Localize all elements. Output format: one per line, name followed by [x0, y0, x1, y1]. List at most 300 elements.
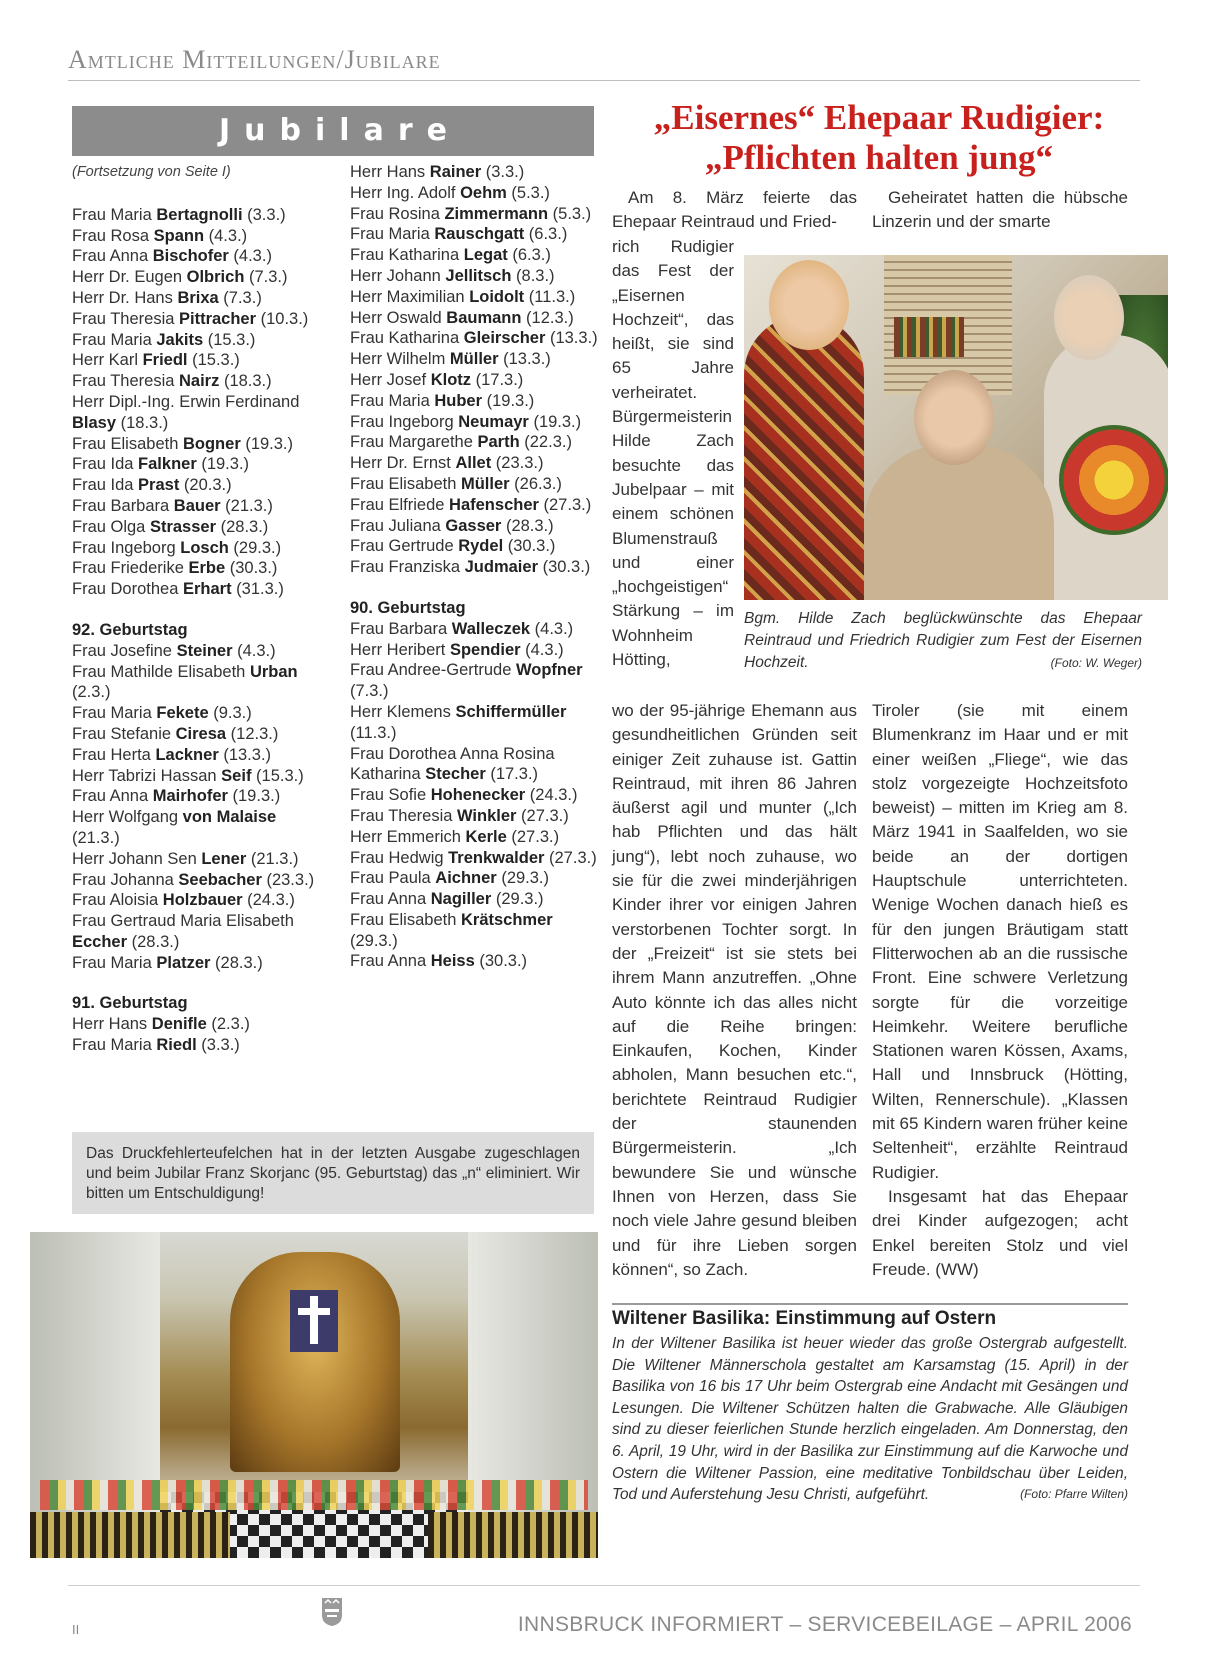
photo-woman-left — [744, 315, 864, 600]
jubilar-date: (15.3.) — [251, 766, 304, 785]
jubilar-entry — [350, 536, 600, 557]
jubilar-date: (28.3.) — [501, 516, 554, 535]
jubilar-prefix: Herr Hans — [350, 163, 430, 181]
jubilar-surname: Parth — [477, 433, 520, 452]
jubilar-prefix: Frau Maria — [72, 330, 157, 349]
jubilar-prefix: Frau Ingeborg — [350, 412, 459, 431]
jubilar-date: (10.3.) — [256, 309, 309, 328]
jubilar-entry — [72, 911, 322, 953]
jubilar-surname: Müller — [449, 350, 499, 369]
jubilar-surname: Urban — [249, 662, 298, 681]
jubilar-surname: Jakits — [156, 330, 204, 349]
jubilar-prefix: Herr Karl — [72, 351, 143, 370]
jubilar-surname: Eccher — [72, 932, 128, 951]
jubilar-entry — [350, 868, 600, 889]
jubilar-surname: Baumann — [446, 308, 522, 327]
jubilar-surname: Seif — [221, 766, 252, 785]
jubilar-surname: Hohenecker — [430, 786, 526, 805]
jubilar-entry — [72, 558, 322, 579]
jubilar-date: (29.3.) — [491, 890, 544, 909]
jubilar-date: (30.3.) — [538, 558, 591, 577]
jubilar-prefix: Frau Barbara — [72, 496, 174, 515]
section-heading-90: 90. Geburtstag — [350, 598, 466, 617]
jubilar-prefix: Herr Dr. Hans — [72, 288, 178, 307]
jubilar-entry — [350, 204, 600, 225]
jubilare-list-mid — [350, 162, 600, 578]
cross-icon — [290, 1290, 338, 1352]
jubilar-entry — [350, 848, 600, 869]
jubilare-middle-column — [350, 162, 600, 972]
jubilar-prefix: Herr Wolfgang — [72, 808, 183, 827]
jubilar-surname: Gleirscher — [463, 329, 546, 348]
jubilar-surname: Wopfner — [516, 661, 583, 680]
jubilar-prefix: Frau Paula — [350, 869, 436, 888]
jubilar-date: (7.3.) — [244, 268, 288, 287]
jubilar-date: (18.3.) — [219, 372, 272, 391]
basilika-text: In der Wiltener Basilika ist heuer wieder das große Ostergrab aufgestellt. Die Wiltener Männerschola gestaltet am Karsamstag (15. April) in der Basilika von 16 bis 17 Uhr beim Ostergrab eine Andacht mit Gesängen und Lesungen. Die Wiltener Schützen halten die Grabwache. Alle Gläubigen sind zu dieser feierlichen Stunde herzlich eingeladen. Am Donnerstag, den 6. April, 19 Uhr, wird in der Basilika zur Einstimmung auf die Karwoche und Ostern die Wiltener Passion, eine meditative Tonbildschau über Leiden, Tod und Auferstehung Jesu Christi, aufgeführt. — [612, 1335, 1128, 1504]
jubilar-date: (6.3.) — [524, 225, 568, 244]
jubilar-prefix: Herr Wilhelm — [350, 350, 450, 369]
jubilar-entry — [72, 1014, 322, 1035]
jubilar-prefix: Frau Theresia — [72, 309, 179, 328]
jubilar-date: (30.3.) — [225, 559, 278, 578]
jubilar-prefix: Frau Josefine — [72, 641, 177, 660]
jubilar-prefix: Frau Ida — [72, 455, 139, 474]
basilika-title: Wiltener Basilika: Einstimmung auf Ostern — [612, 1308, 997, 1329]
jubilar-prefix: Herr Maximilian — [350, 287, 470, 306]
jubilar-prefix: Frau Maria — [350, 391, 435, 410]
article-intro-col1: Am 8. März feierte das Ehepaar Reintraud und Fried- — [612, 188, 857, 232]
jubilar-entry — [72, 766, 322, 787]
jubilar-prefix: Frau Maria — [350, 225, 435, 244]
jubilar-entry — [350, 806, 600, 827]
article-narrow-text: rich Rudigier das Fest der „Eisernen Hochzeit“, das heißt, sie sind 65 Jahre verheiratet. Bürgermeisterin Hilde Zach besuchte das Jubelpaar – mit einem schönen Blumenstrauß und einer „hochgeistigen“ Stärkung – im Wohnheim Hötting, — [612, 237, 734, 670]
jubilar-entry — [72, 496, 322, 517]
jubilar-entry — [72, 330, 322, 351]
jubilar-prefix: Herr Klemens — [350, 702, 456, 721]
jubilar-entry — [350, 162, 600, 183]
jubilar-entry — [72, 662, 322, 704]
jubilar-date: (28.3.) — [210, 953, 263, 972]
jubilar-date: (22.3.) — [519, 433, 572, 452]
jubilar-entry — [350, 224, 600, 245]
jubilar-prefix: Frau Rosa — [72, 226, 154, 245]
jubilar-prefix: Frau Theresia — [72, 372, 179, 391]
jubilar-prefix: Frau Maria — [72, 205, 157, 224]
jubilar-date: (18.3.) — [116, 413, 169, 432]
jubilar-surname: Schiffermüller — [455, 702, 567, 721]
jubilar-date: (27.3.) — [538, 495, 592, 514]
jubilar-entry — [72, 538, 322, 559]
jubilar-date: (26.3.) — [509, 474, 562, 493]
jubilar-prefix: Frau Aloisia — [72, 891, 163, 910]
jubilar-prefix: Frau Dorothea Anna Rosina Katharina — [350, 744, 555, 784]
jubilare-left-column — [72, 162, 322, 1056]
article-divider — [612, 1303, 1128, 1305]
jubilar-entry — [72, 434, 322, 455]
jubilar-prefix: Herr Johann Sen — [72, 849, 202, 868]
jubilar-date: (5.3.) — [506, 183, 550, 202]
caption-text: Bgm. Hilde Zach beglückwünschte das Ehepaar Reintraud und Friedrich Rudigier zum Fest der Eisernen Hochzeit. — [744, 610, 1142, 671]
jubilar-date: (7.3.) — [218, 288, 262, 307]
jubilar-surname: Lener — [201, 849, 247, 868]
jubilar-date: (31.3.) — [231, 580, 284, 599]
jubilar-entry — [350, 308, 600, 329]
jubilar-entry — [350, 910, 600, 952]
portrait-photo — [744, 255, 1168, 600]
jubilar-entry — [72, 517, 322, 538]
jubilar-prefix: Frau Anna — [350, 890, 431, 909]
jubilar-entry — [72, 579, 322, 600]
jubilar-date: (21.3.) — [220, 496, 273, 515]
jubilar-entry — [350, 412, 600, 433]
jubilar-surname: Heiss — [430, 952, 475, 971]
jubilar-entry — [350, 516, 600, 537]
jubilar-surname: Müller — [460, 474, 510, 493]
jubilar-entry — [350, 640, 600, 661]
jubilar-date: (19.3.) — [240, 434, 294, 453]
article-col2-final: Insgesamt hat das Ehepaar drei Kinder aufgezogen; acht Enkel bereiten Stolz und viel Freude. (WW) — [872, 1186, 1128, 1279]
jubilar-surname: Mairhofer — [152, 787, 228, 806]
jubilar-entry — [350, 328, 600, 349]
jubilar-surname: Lackner — [155, 745, 219, 764]
jubilar-entry — [350, 266, 600, 287]
jubilar-date: (4.3.) — [530, 619, 574, 638]
jubilar-entry — [350, 432, 600, 453]
jubilar-surname: Blasy — [72, 413, 117, 432]
jubilar-surname: Huber — [434, 391, 483, 410]
jubilar-date: (28.3.) — [216, 517, 269, 536]
jubilar-surname: Riedl — [156, 1036, 197, 1055]
publication-title: INNSBRUCK INFORMIERT – SERVICEBEILAGE – APRIL 2006 — [517, 1613, 1132, 1636]
jubilar-entry — [350, 495, 600, 516]
basilika-text-block — [612, 1333, 1128, 1506]
jubilar-surname: Erhart — [182, 580, 232, 599]
photo-flowers — [40, 1480, 588, 1510]
jubilar-prefix: Frau Mathilde Elisabeth — [72, 662, 250, 681]
jubilar-date: (3.3.) — [196, 1036, 240, 1055]
jubilar-entry — [350, 702, 600, 744]
jubilar-prefix: Herr Oswald — [350, 308, 447, 327]
jubilar-surname: Krätschmer — [460, 910, 553, 929]
jubilar-entry — [350, 183, 600, 204]
page-number: II — [72, 1622, 80, 1637]
jubilar-date: (27.3.) — [544, 848, 597, 867]
jubilar-prefix: Frau Theresia — [350, 806, 457, 825]
jubilar-entry — [72, 745, 322, 766]
jubilar-entry — [72, 371, 322, 392]
jubilar-date: (3.3.) — [242, 205, 286, 224]
jubilar-entry — [72, 350, 322, 371]
jubilar-date: (13.3.) — [498, 350, 551, 369]
jubilar-prefix: Frau Stefanie — [72, 724, 176, 743]
jubilar-entry — [350, 557, 600, 578]
jubilar-surname: Holzbauer — [162, 891, 243, 910]
jubilar-prefix: Frau Maria — [72, 704, 157, 723]
jubilar-surname: Bertagnolli — [156, 205, 243, 224]
headline-line-1: „Eisernes“ Ehepaar Rudigier: — [653, 98, 1105, 137]
jubilar-entry — [350, 245, 600, 266]
photo-books — [894, 317, 964, 357]
jubilar-date: (11.3.) — [350, 723, 397, 742]
jubilar-entry — [72, 454, 322, 475]
jubilar-prefix: Frau Herta — [72, 745, 156, 764]
jubilar-date: (9.3.) — [208, 704, 252, 723]
footer-divider — [68, 1585, 1140, 1586]
jubilar-date: (30.3.) — [503, 537, 556, 556]
jubilar-entry — [72, 724, 322, 745]
jubilar-date: (15.3.) — [187, 351, 240, 370]
photo-head-left — [769, 260, 849, 350]
jubilar-prefix: Frau Rosina — [350, 204, 445, 223]
jubilar-prefix: Frau Hedwig — [350, 848, 449, 867]
jubilar-date: (28.3.) — [127, 932, 180, 951]
jubilar-surname: Klotz — [430, 370, 472, 389]
jubilar-date: (2.3.) — [206, 1015, 250, 1034]
article-body-col2 — [872, 699, 1128, 1282]
jubilar-prefix: Frau Olga — [72, 517, 150, 536]
jubilar-surname: Steiner — [176, 641, 233, 660]
jubilar-entry — [72, 786, 322, 807]
jubilar-surname: Bauer — [173, 496, 221, 515]
jubilar-entry — [350, 744, 600, 786]
jubilar-surname: Winkler — [457, 806, 517, 825]
jubilar-prefix: Frau Elisabeth — [350, 910, 461, 929]
jubilar-entry — [72, 849, 322, 870]
jubilare-list — [72, 205, 322, 600]
jubilar-surname: Olbrich — [186, 268, 245, 287]
jubilar-prefix: Frau Ida — [72, 476, 139, 495]
jubilar-prefix: Frau Anna — [72, 247, 153, 266]
photo-rail-left — [30, 1512, 230, 1558]
jubilar-prefix: Herr Tabrizi Hassan — [72, 766, 222, 785]
photo-bouquet — [1059, 425, 1168, 535]
jubilar-entry — [72, 641, 322, 662]
jubilar-prefix: Frau Katharina — [350, 246, 464, 265]
jubilar-surname: Rainer — [429, 163, 482, 181]
jubilar-prefix: Frau Barbara — [350, 619, 452, 638]
jubilar-entry — [72, 288, 322, 309]
jubilar-prefix: Frau Sofie — [350, 786, 431, 805]
jubilar-surname: Fekete — [156, 704, 209, 723]
jubilar-date: (19.3.) — [528, 412, 582, 431]
jubilar-surname: Judmaier — [464, 558, 538, 577]
jubilar-prefix: Frau Johanna — [72, 870, 179, 889]
jubilar-surname: Prast — [138, 476, 180, 495]
jubilar-entry — [350, 287, 600, 308]
jubilar-entry — [72, 309, 322, 330]
jubilar-entry — [350, 349, 600, 370]
photo-head-man — [914, 370, 994, 465]
jubilar-date: (4.3.) — [204, 226, 248, 245]
jubilar-date: (5.3.) — [548, 204, 592, 223]
jubilare-list-91 — [72, 1014, 322, 1056]
jubilar-prefix: Frau Dorothea — [72, 580, 183, 599]
jubilar-prefix: Frau Maria — [72, 1036, 157, 1055]
jubilar-prefix: Frau Andree-Gertrude — [350, 661, 516, 680]
jubilar-prefix: Herr Dr. Eugen — [72, 268, 187, 287]
jubilar-entry — [350, 474, 600, 495]
jubilar-date: (13.3.) — [218, 745, 272, 764]
jubilar-date: (3.3.) — [481, 163, 525, 181]
jubilar-entry — [350, 660, 600, 702]
jubilar-surname: Trenkwalder — [448, 848, 545, 867]
jubilar-prefix: Herr Heribert — [350, 640, 450, 659]
caption-credit: (Foto: W. Weger) — [1050, 656, 1142, 670]
jubilar-date: (6.3.) — [507, 246, 551, 265]
jubilar-surname: Spann — [153, 226, 205, 245]
jubilar-surname: Ciresa — [175, 724, 227, 743]
jubilar-date: (24.3.) — [242, 891, 295, 910]
jubilar-surname: Rydel — [458, 537, 504, 556]
section-title: Amtliche Mitteilungen/Jubilare — [68, 45, 441, 74]
jubilar-date: (23.3.) — [491, 454, 544, 473]
jubilar-surname: Legat — [463, 246, 508, 265]
jubilar-date: (4.3.) — [228, 247, 272, 266]
jubilar-entry — [72, 1035, 322, 1056]
jubilar-date: (12.3.) — [226, 724, 279, 743]
section-heading-92: 92. Geburtstag — [72, 620, 188, 639]
section-heading-91: 91. Geburtstag — [72, 994, 188, 1013]
jubilar-prefix: Frau Maria — [72, 953, 157, 972]
jubilar-entry — [72, 953, 322, 974]
jubilar-date: (30.3.) — [474, 952, 528, 971]
jubilar-surname: Denifle — [151, 1015, 207, 1034]
jubilar-surname: Spendier — [449, 640, 521, 659]
jubilar-entry — [72, 807, 322, 849]
jubilar-prefix: Frau Katharina — [350, 329, 464, 348]
jubilar-date: (19.3.) — [227, 787, 281, 806]
jubilar-entry — [72, 890, 322, 911]
jubilar-surname: Allet — [455, 454, 492, 473]
jubilar-date: (19.3.) — [196, 455, 250, 474]
jubilar-surname: Oehm — [460, 183, 507, 202]
article-body-col1: wo der 95-jährige Ehemann aus gesundheitlichen Gründen seit einiger Zeit zuhause ist. Gattin Reintraud, mit ihren 86 Jahren äußerst agil und munter („Ich hab Pflichten und das hält jung“), lebt noch zuhause, wo sie für die zwei minderjährigen Kinder ihrer vor einigen Jahren verstorbenen Tochter sorgt. In der „Freizeit“ ist sie stets bei ihrem Mann anzutreffen. „Ohne Auto könnte ich das alles nicht auf die Reihe bringen: Einkaufen, Kochen, Kinder abholen, Mann besuchen etc.“, berichtete Reintraud Rudigier der staunenden Bürgermeisterin. „Ich bewundere Sie und wünsche Ihnen von Herzen, dass Sie noch viele Jahre gesund bleiben und für ihre Lieben sorgen können“, so Zach. — [612, 701, 857, 1279]
jubilar-date: (7.3.) — [350, 682, 389, 701]
jubilar-prefix: Herr Ing. Adolf — [350, 183, 461, 202]
jubilar-date: (24.3.) — [525, 786, 578, 805]
jubilar-date: (29.3.) — [496, 869, 550, 888]
jubilar-date: (2.3.) — [72, 683, 111, 702]
headline-line-2: „Pflichten halten jung“ — [704, 138, 1054, 177]
jubilar-surname: Erbe — [188, 559, 226, 578]
jubilar-entry — [350, 619, 600, 640]
jubilar-entry — [350, 391, 600, 412]
jubilar-date: (17.3.) — [485, 765, 539, 784]
jubilar-surname: Loidolt — [469, 287, 525, 306]
jubilar-date: (23.3.) — [261, 870, 315, 889]
jubilar-date: (4.3.) — [520, 640, 564, 659]
jubilar-surname: Zimmermann — [444, 204, 549, 223]
jubilar-entry — [350, 453, 600, 474]
jubilar-date: (27.3.) — [506, 827, 560, 846]
jubilar-date: (15.3.) — [203, 330, 256, 349]
jubilar-prefix: Frau Anna — [350, 952, 431, 971]
jubilar-surname: Bogner — [182, 434, 241, 453]
jubilar-entry — [350, 370, 600, 391]
jubilar-surname: von Malaise — [182, 808, 277, 827]
jubilar-entry — [72, 205, 322, 226]
photo-man — [864, 445, 1054, 600]
coat-of-arms-icon — [321, 1597, 343, 1627]
jubilar-prefix: Frau Juliana — [350, 516, 446, 535]
article-headline — [612, 98, 1146, 178]
header-divider — [68, 80, 1140, 81]
jubilar-date: (11.3.) — [524, 287, 576, 306]
jubilar-surname: Seebacher — [178, 870, 262, 889]
jubilar-date: (29.3.) — [228, 538, 282, 557]
jubilar-prefix: Frau Anna — [72, 787, 153, 806]
jubilar-prefix: Frau Elisabeth — [72, 434, 183, 453]
jubilar-surname: Strasser — [149, 517, 217, 536]
jubilar-date: (27.3.) — [516, 806, 569, 825]
jubilar-prefix: Frau Elfriede — [350, 495, 450, 514]
jubilar-surname: Jellitsch — [445, 266, 512, 285]
photo-caption — [744, 608, 1142, 674]
article-col2-text: Tiroler (sie mit einem Blumenkranz im Haar und er mit einer weißen „Fliege“, wie das stolz vorgezeigte Hochzeitsfoto beweist) – mitten im Krieg am 8. März 1941 in Saalfelden, wo sie beide an der dortigen Hauptschule unterrichteten. Wenige Wochen danach hieß es für den jungen Bräutigam statt Flitterwochen ab an die russische Front. Eine schwere Verletzung sorgte für die vorzeitige Heimkehr. Weitere berufliche Stationen waren Kössen, Axams, Hall und Innsbruck (Hötting, Wilten, Rennerschule). „Klassen mit 65 Kindern waren früher keine Seltenheit“, erzählte Reintraud Rudigier. — [872, 701, 1128, 1182]
jubilar-date: (21.3.) — [72, 828, 120, 847]
article-intro-col2: Geheiratet hatten die hübsche Linzerin und der smarte — [872, 188, 1128, 232]
jubilar-surname: Stecher — [425, 765, 486, 784]
jubilar-date: (13.3.) — [545, 329, 598, 348]
photo-altar — [230, 1252, 400, 1472]
jubilar-date: (19.3.) — [482, 391, 535, 410]
jubilar-entry — [72, 475, 322, 496]
jubilare-list-92 — [72, 641, 322, 974]
jubilar-surname: Losch — [180, 538, 229, 557]
jubilar-surname: Walleczek — [451, 619, 531, 638]
jubilar-prefix: Frau Gertrude — [350, 537, 459, 556]
jubilar-surname: Brixa — [177, 288, 219, 307]
jubilar-prefix: Frau Elisabeth — [350, 474, 461, 493]
jubilar-prefix: Herr Hans — [72, 1015, 152, 1034]
jubilar-surname: Aichner — [435, 869, 497, 888]
jubilar-prefix: Frau Franziska — [350, 558, 465, 577]
jubilar-entry — [72, 870, 322, 891]
photo-head-right — [1054, 275, 1124, 360]
basilika-photo — [30, 1232, 598, 1558]
jubilare-list-90 — [350, 619, 600, 973]
jubilar-date: (8.3.) — [511, 266, 555, 285]
jubilar-prefix: Herr Dipl.-Ing. Erwin Ferdinand — [72, 392, 300, 411]
errata-notice: Das Druckfehlerteufelchen hat in der letzten Ausgabe zugeschlagen und beim Jubilar Franz Skorjanc (95. Geburtstag) das „n“ eliminiert. Wir bitten um Entschuldigung! — [72, 1132, 594, 1214]
jubilare-banner: Jubilare — [72, 106, 594, 156]
jubilar-entry — [350, 827, 600, 848]
jubilar-surname: Pittracher — [179, 309, 257, 328]
jubilar-date: (12.3.) — [521, 308, 574, 327]
jubilar-surname: Nairz — [179, 372, 220, 391]
jubilar-date: (4.3.) — [232, 641, 276, 660]
jubilar-surname: Kerle — [465, 827, 507, 846]
jubilar-prefix: Frau Friederike — [72, 559, 189, 578]
jubilar-surname: Friedl — [142, 351, 188, 370]
jubilar-date: (29.3.) — [350, 931, 398, 950]
jubilar-prefix: Herr Emmerich — [350, 827, 466, 846]
jubilar-entry — [72, 246, 322, 267]
jubilar-date: (20.3.) — [179, 476, 232, 495]
jubilar-date: (17.3.) — [471, 370, 524, 389]
jubilar-prefix: Frau Gertraud Maria Elisabeth — [72, 912, 294, 931]
jubilar-entry — [350, 951, 600, 972]
jubilar-prefix: Herr Josef — [350, 370, 431, 389]
jubilar-surname: Hafenscher — [449, 495, 539, 514]
jubilar-entry — [72, 392, 322, 434]
continuation-note: (Fortsetzung von Seite I) — [72, 164, 231, 180]
jubilar-entry — [72, 267, 322, 288]
basilika-credit: (Foto: Pfarre Wilten) — [1020, 1487, 1128, 1502]
jubilar-prefix: Herr Johann — [350, 266, 446, 285]
jubilar-entry — [72, 226, 322, 247]
